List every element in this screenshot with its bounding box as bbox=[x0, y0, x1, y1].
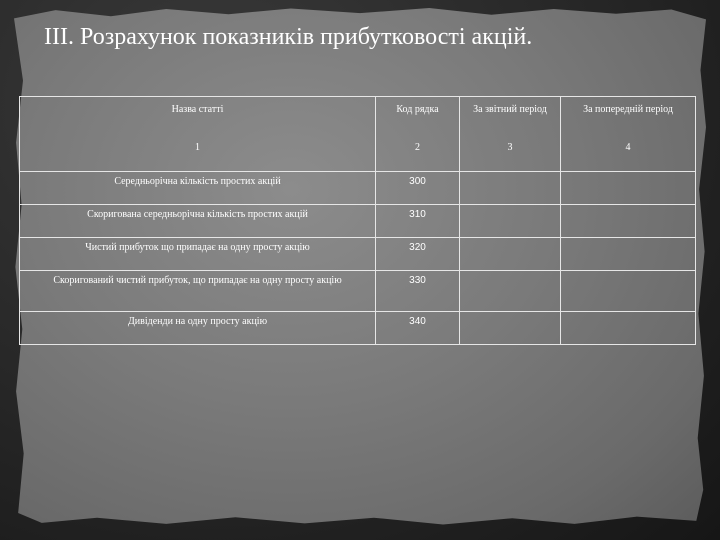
row-code: 310 bbox=[376, 205, 460, 238]
row-previous-value bbox=[561, 271, 696, 312]
row-previous-value bbox=[561, 312, 696, 345]
row-code: 320 bbox=[376, 238, 460, 271]
row-current-value bbox=[460, 205, 561, 238]
table-header-row bbox=[20, 97, 696, 172]
header-current-period bbox=[460, 97, 561, 172]
row-name: Скоригована середньорічна кількість простих акцій bbox=[20, 205, 376, 238]
column-number: 2 bbox=[415, 142, 420, 153]
row-previous-value bbox=[561, 205, 696, 238]
row-name: Чистий прибуток що припадає на одну просту акцію bbox=[20, 238, 376, 271]
table-row bbox=[20, 238, 696, 271]
row-name: Середньорічна кількість простих акцій bbox=[20, 172, 376, 205]
row-name: Скоригований чистий прибуток, що припадає на одну просту акцію bbox=[20, 271, 376, 312]
shares-profitability-table bbox=[19, 96, 696, 345]
column-number: 4 bbox=[625, 142, 631, 153]
row-current-value bbox=[460, 271, 561, 312]
row-previous-value bbox=[561, 238, 696, 271]
table-row bbox=[20, 205, 696, 238]
column-number: 1 bbox=[195, 142, 200, 153]
row-code: 330 bbox=[376, 271, 460, 312]
row-code: 340 bbox=[376, 312, 460, 345]
table-row bbox=[20, 271, 696, 312]
column-number: 3 bbox=[507, 142, 513, 153]
row-current-value bbox=[460, 312, 561, 345]
row-current-value bbox=[460, 238, 561, 271]
table-row bbox=[20, 172, 696, 205]
header-label: За звітний період bbox=[473, 104, 547, 115]
row-code: 300 bbox=[376, 172, 460, 205]
row-current-value bbox=[460, 172, 561, 205]
header-label: За попередній період bbox=[583, 104, 673, 115]
slide-title: III. Розрахунок показників прибутковості акцій. bbox=[44, 24, 533, 50]
row-previous-value bbox=[561, 172, 696, 205]
header-item-name bbox=[20, 97, 376, 172]
row-name: Дивіденди на одну просту акцію bbox=[20, 312, 376, 345]
header-label: Код рядка bbox=[396, 104, 439, 115]
header-line-code bbox=[376, 97, 460, 172]
header-label: Назва статті bbox=[171, 104, 224, 115]
header-previous-period bbox=[561, 97, 696, 172]
table-row bbox=[20, 312, 696, 345]
